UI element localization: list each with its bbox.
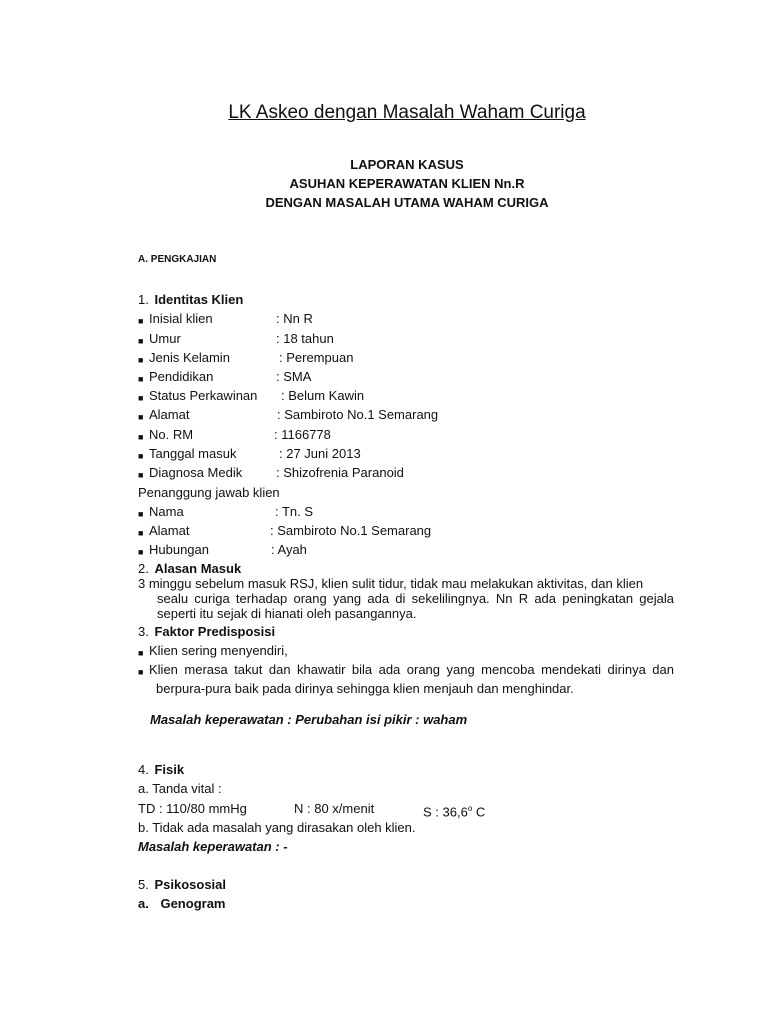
identitas-label: Inisial klien — [149, 311, 213, 326]
section-2-title: Alasan Masuk — [154, 561, 242, 576]
identitas-label: Alamat — [149, 407, 190, 422]
masalah-keperawatan-1: Masalah keperawatan : Perubahan isi pikir : waham — [150, 712, 468, 727]
penanggung-title: Penanggung jawab klien — [138, 485, 280, 500]
bullet-icon: ■ — [138, 432, 144, 442]
genogram-heading — [138, 896, 225, 912]
penanggung-value: : Sambiroto No.1 Semarang — [270, 523, 432, 538]
faktor-text-continued: berpura-pura baik pada dirinya sehingga klien menjauh dan menghindar. — [156, 681, 574, 696]
penanggung-label: Alamat — [149, 523, 190, 538]
identitas-value: : Shizofrenia Paranoid — [276, 465, 404, 480]
section-3-heading — [138, 624, 275, 640]
section-5-number: 5. — [138, 877, 149, 892]
identitas-value: : Nn R — [276, 311, 313, 326]
degree-mark: o — [467, 804, 473, 813]
masalah-keperawatan-2: Masalah keperawatan : - — [138, 839, 288, 854]
section-1-heading — [138, 292, 243, 308]
vital-td: TD : 110/80 mmHg — [138, 801, 247, 816]
section-2-number: 2. — [138, 561, 149, 576]
faktor-text: Klien merasa takut dan khawatir bila ada orang yang mencoba mendekati dirinya dan — [149, 662, 674, 677]
identitas-value: : 18 tahun — [276, 331, 334, 346]
identitas-label: Pendidikan — [149, 369, 214, 384]
identitas-value: : 1166778 — [274, 427, 331, 442]
identitas-label: Jenis Kelamin — [149, 350, 230, 365]
bullet-icon: ■ — [138, 393, 144, 403]
identitas-value: : Sambiroto No.1 Semarang — [277, 407, 439, 422]
vital-s — [423, 801, 485, 820]
identitas-label: Diagnosa Medik — [149, 465, 243, 480]
bullet-icon: ■ — [138, 355, 144, 365]
genogram-title: Genogram — [160, 896, 226, 911]
bullet-icon: ■ — [138, 509, 144, 519]
tanda-vital-label: a. Tanda vital : — [138, 781, 222, 796]
penanggung-value: : Tn. S — [275, 504, 314, 519]
bullet-icon: ■ — [138, 547, 144, 557]
bullet-icon: ■ — [138, 412, 144, 422]
identitas-label: Umur — [149, 331, 181, 346]
genogram-number: a. — [138, 896, 149, 911]
vital-n: N : 80 x/menit — [294, 801, 375, 816]
bullet-icon: ■ — [138, 451, 144, 461]
penanggung-value: : Ayah — [271, 542, 307, 557]
section-1-number: 1. — [138, 292, 149, 307]
bullet-icon: ■ — [138, 528, 144, 538]
section-4-heading — [138, 762, 184, 778]
bullet-icon: ■ — [138, 470, 144, 480]
identitas-value: : SMA — [276, 369, 312, 384]
section-1-title: Identitas Klien — [154, 292, 244, 307]
identitas-value: : Belum Kawin — [281, 388, 365, 403]
section-2-heading — [138, 561, 241, 577]
identitas-label: Status Perkawinan — [149, 388, 258, 403]
faktor-text: Klien sering menyendiri, — [149, 643, 288, 658]
section-3-number: 3. — [138, 624, 149, 639]
document-title: LK Askeo dengan Masalah Waham Curiga — [228, 102, 586, 123]
bullet-icon: ■ — [138, 374, 144, 384]
fisik-b: b. Tidak ada masalah yang dirasakan oleh klien. — [138, 820, 416, 835]
identitas-label: Tanggal masuk — [149, 446, 237, 461]
identitas-value: : Perempuan — [279, 350, 354, 365]
header-line-1: LAPORAN KASUS — [350, 157, 464, 172]
section-5-title: Psikososial — [154, 877, 227, 892]
identitas-value: : 27 Juni 2013 — [279, 446, 361, 461]
bullet-icon: ■ — [138, 667, 144, 677]
vital-s-value: S : 36,6 — [423, 804, 468, 820]
identitas-label: No. RM — [149, 427, 194, 442]
alasan-line-1: 3 minggu sebelum masuk RSJ, klien sulit tidur, tidak mau melakukan aktivitas, dan klien — [138, 576, 644, 591]
penanggung-label: Nama — [149, 504, 184, 519]
bullet-icon: ■ — [138, 648, 144, 658]
section-4-title: Fisik — [154, 762, 185, 777]
header-line-3: DENGAN MASALAH UTAMA WAHAM CURIGA — [265, 195, 549, 210]
alasan-paragraph — [138, 576, 674, 621]
section-3-title: Faktor Predisposisi — [154, 624, 276, 639]
section-4-number: 4. — [138, 762, 149, 777]
vital-s-unit: C — [472, 804, 486, 820]
penanggung-label: Hubungan — [149, 542, 209, 557]
bullet-icon: ■ — [138, 336, 144, 346]
section-a-heading: A. PENGKAJIAN — [138, 254, 217, 265]
bullet-icon: ■ — [138, 316, 144, 326]
header-line-2: ASUHAN KEPERAWATAN KLIEN Nn.R — [289, 176, 525, 191]
alasan-rest: sealu curiga terhadap orang yang ada di sekelilingnya. Nn R ada peningkatan gejala seperti itu sejak di hianati oleh pasangannya. — [157, 591, 674, 621]
section-5-heading — [138, 877, 226, 893]
